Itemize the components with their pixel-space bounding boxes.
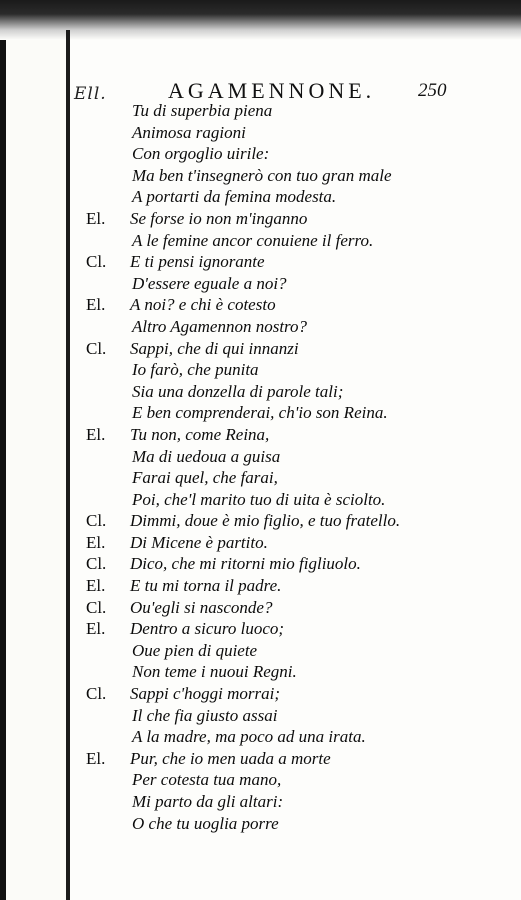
verse-text: Pur, che io men uada a morte bbox=[130, 748, 331, 768]
verse-text: Animosa ragioni bbox=[132, 122, 246, 142]
speaker-label: El. bbox=[86, 619, 106, 639]
speaker-label: Cl. bbox=[86, 554, 107, 574]
verse-text: E ti pensi ignorante bbox=[130, 252, 265, 272]
verse-line bbox=[0, 294, 521, 316]
verse-line bbox=[0, 402, 521, 424]
verse-text: Con orgoglio uirile: bbox=[132, 144, 270, 164]
signature-mark: Ell. bbox=[74, 84, 107, 104]
verse-line bbox=[0, 683, 521, 705]
verse-line bbox=[0, 597, 521, 619]
verse-line bbox=[0, 230, 521, 252]
verse-text: Sappi c'hoggi morrai; bbox=[130, 684, 281, 704]
speaker-label: El. bbox=[86, 208, 106, 228]
verse-line bbox=[0, 769, 521, 791]
verse-text: Io farò, che punita bbox=[132, 360, 259, 380]
speaker-label: Cl. bbox=[86, 511, 107, 531]
speaker-label: El. bbox=[86, 532, 106, 552]
verse-text: Altro Agamennon nostro? bbox=[132, 316, 308, 336]
verse-text: Mi parto da gli altari: bbox=[132, 792, 284, 811]
verse-text: D'essere eguale a noi? bbox=[132, 273, 287, 293]
verse-line bbox=[0, 575, 521, 597]
verse-text: Ma ben t'insegnerò con tuo gran male bbox=[132, 165, 392, 185]
verse-line bbox=[0, 100, 521, 122]
speaker-label: Cl. bbox=[86, 684, 107, 704]
speaker-label: Cl. bbox=[86, 252, 107, 272]
verse-line bbox=[0, 186, 521, 208]
running-head: AGAMENNONE. bbox=[168, 78, 376, 103]
verse-text: O che tu uoglia porre bbox=[132, 813, 279, 833]
verse-line bbox=[0, 208, 521, 230]
verse-text: Dico, che mi ritorni mio figliuolo. bbox=[130, 554, 361, 574]
verse-line bbox=[0, 424, 521, 446]
verse-line bbox=[0, 381, 521, 403]
verse-text: A noi? e chi è cotesto bbox=[130, 295, 276, 315]
verse-line bbox=[0, 553, 521, 575]
speaker-label: El. bbox=[86, 424, 106, 444]
verse-text: Dentro a sicuro luoco; bbox=[130, 619, 285, 639]
verse-text: A portarti da femina modesta. bbox=[132, 187, 337, 207]
verse-line bbox=[0, 251, 521, 273]
speaker-label: El. bbox=[86, 748, 106, 768]
verse-line bbox=[0, 510, 521, 532]
verse-text: Se forse io non m'inganno bbox=[130, 208, 308, 228]
verse-line bbox=[0, 165, 521, 187]
verse-line bbox=[0, 338, 521, 360]
verse-text: Ou'egli si nasconde? bbox=[130, 597, 273, 617]
verse-text: A le femine ancor conuiene il ferro. bbox=[132, 230, 374, 250]
verse-text: Poi, che'l marito tuo di uita è sciolto. bbox=[132, 489, 386, 509]
speaker-label: El. bbox=[86, 576, 106, 596]
verse-line bbox=[0, 791, 521, 813]
verse-text: Non teme i nuoui Regni. bbox=[132, 662, 297, 682]
verse-line bbox=[0, 640, 521, 662]
verse-line bbox=[0, 661, 521, 683]
verse-line bbox=[0, 143, 521, 165]
verse-line bbox=[0, 726, 521, 748]
verse-text: Di Micene è partito. bbox=[130, 532, 268, 552]
top-scan-shadow bbox=[0, 0, 521, 40]
verse-text: A la madre, ma poco ad una irata. bbox=[132, 727, 366, 747]
verse-line bbox=[0, 748, 521, 770]
verse-line bbox=[0, 489, 521, 511]
verse-text: Per cotesta tua mano, bbox=[132, 770, 282, 790]
verse-line bbox=[0, 467, 521, 489]
verse-text: Tu di superbia piena bbox=[132, 101, 273, 120]
verse-text: Il che fia giusto assai bbox=[132, 705, 278, 725]
verse-line bbox=[0, 122, 521, 144]
verse-text: Sappi, che di qui innanzi bbox=[130, 338, 299, 358]
speaker-label: Cl. bbox=[86, 597, 107, 617]
verse-line bbox=[0, 359, 521, 381]
verse-text: Oue pien di quiete bbox=[132, 640, 258, 660]
verse-text: E ben comprenderai, ch'io son Reina. bbox=[132, 403, 388, 423]
verse-line bbox=[0, 446, 521, 468]
verse-line bbox=[0, 316, 521, 338]
page-number: 250 bbox=[418, 80, 447, 101]
verse-block bbox=[0, 100, 521, 834]
verse-line bbox=[0, 273, 521, 295]
verse-text: Sia una donzella di parole tali; bbox=[132, 381, 344, 401]
speaker-label: Cl. bbox=[86, 338, 107, 358]
verse-line bbox=[0, 618, 521, 640]
verse-text: Ma di uedoua a guisa bbox=[132, 446, 281, 466]
verse-text: Tu non, come Reina, bbox=[130, 424, 270, 444]
verse-text: Dimmi, doue è mio figlio, e tuo fratello. bbox=[130, 511, 401, 531]
verse-text: E tu mi torna il padre. bbox=[130, 576, 282, 596]
verse-text: Farai quel, che farai, bbox=[132, 468, 278, 488]
verse-line bbox=[0, 532, 521, 554]
verse-line bbox=[0, 705, 521, 727]
verse-line bbox=[0, 813, 521, 835]
speaker-label: El. bbox=[86, 295, 106, 315]
